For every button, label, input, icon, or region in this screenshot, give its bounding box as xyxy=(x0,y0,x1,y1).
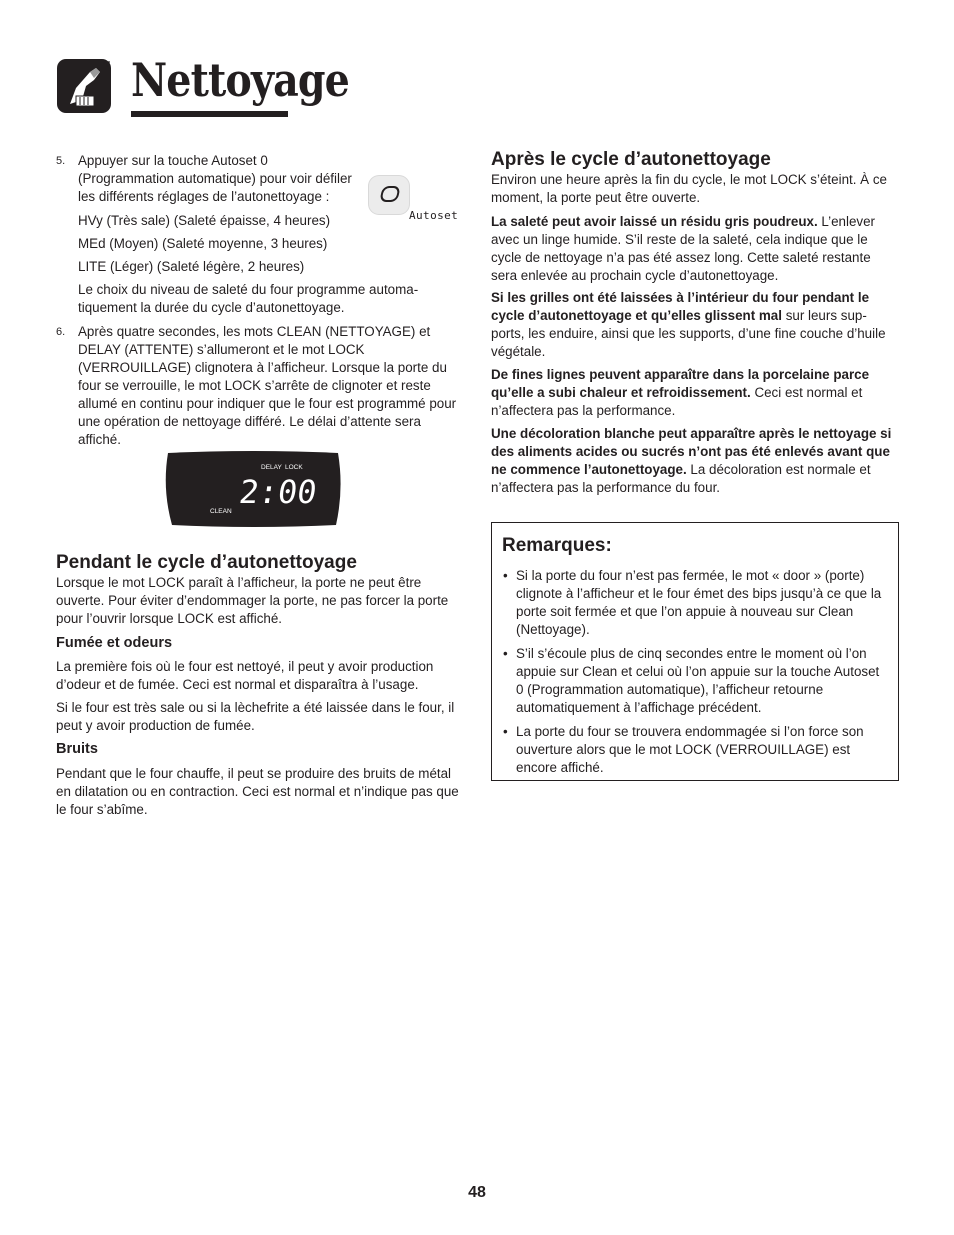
option-medium: MEd (Moyen) (Saleté moyenne, 3 heures) xyxy=(78,236,328,251)
subheading-smoke: Fumée et odeurs xyxy=(56,635,173,651)
section-heading-during: Pendant le cycle d’autonettoyage xyxy=(56,552,357,573)
bullet-icon: • xyxy=(503,646,508,661)
display-clean-indicator: CLEAN xyxy=(210,508,232,515)
cleaning-spray-icon xyxy=(56,58,112,114)
note-item xyxy=(501,567,886,639)
page-number: 48 xyxy=(468,1184,486,1201)
after-item-bold: La saleté peut avoir laissé un résidu gris poudreux. xyxy=(491,214,818,229)
note-item xyxy=(501,723,886,777)
after-item-text: L’enlever avec un linge humide. S’il reste de la saleté, cela indique que le cycle de nettoyage n’a pas été assez long. Cette saleté restante sera enlevée au prochain cycle d’autonettoyage. xyxy=(491,214,876,283)
bullet-icon: • xyxy=(503,568,508,583)
after-item-text: sur leurs sup-ports, les enduire, ainsi que les supports, d’une fine couche d’huile végétale. xyxy=(491,308,886,359)
after-item-text: Ceci est normal et n’affectera pas la performance. xyxy=(491,385,863,418)
display-time: 2:00 xyxy=(236,473,320,511)
after-item-bold: Une décoloration blanche peut apparaître après le nettoyage si des aliments acides ou sucrés n’ont pas été enlevés avant que ne commence l’autonettoyage. xyxy=(491,426,892,477)
step-number: 5. xyxy=(56,155,66,167)
smoke-paragraph-1: La première fois où le four est nettoyé, il peut y avoir production d’odeur et de fumée. Ceci est normal et disparaîtra à l’usage. xyxy=(56,659,434,692)
display-lock-indicator: LOCK xyxy=(285,464,303,471)
page-title: Nettoyage xyxy=(131,53,349,107)
step-note: Le choix du niveau de saleté du four programme automa-tiquement la durée du cycle d’autonettoyage. xyxy=(78,282,419,315)
option-heavy: HVy (Très sale) (Saleté épaisse, 4 heures) xyxy=(78,213,331,228)
after-item-text: La décoloration est normale et n’affectera pas la performance du four. xyxy=(491,462,871,495)
autoset-label: Autoset xyxy=(409,209,459,222)
section-heading-after: Après le cycle d’autonettoyage xyxy=(491,149,771,170)
title-underline xyxy=(131,111,288,117)
step-number: 6. xyxy=(56,326,66,338)
right-column xyxy=(491,149,899,497)
oven-display xyxy=(164,451,342,527)
after-intro: Environ une heure après la fin du cycle, le mot LOCK s’éteint. À ce moment, la porte peut être ouverte. xyxy=(491,172,887,205)
step-text: Après quatre secondes, les mots CLEAN (NETTOYAGE) et DELAY (ATTENTE) s’allumeront et le mot LOCK (VERROUILLAGE) clignotera à l’afficheur. Lorsque la porte du four se verrouille, le mot LOCK s’arrête de clignoter et reste allumé en continu pour indiquer que le four est programmé pour une opération de nettoyage différé. Le délai d’attente sera affiché. xyxy=(78,324,457,447)
step-list xyxy=(56,152,461,449)
step-5 xyxy=(56,152,461,317)
after-item-residue xyxy=(491,213,899,285)
during-intro: Lorsque le mot LOCK paraît à l’afficheur, la porte ne peut être ouverte. Pour éviter d’endommager la porte, ne pas forcer la porte pour l’ouvrir lorsque LOCK est affiché. xyxy=(56,575,449,626)
note-text: La porte du four se trouvera endommagée si l’on force son ouverture alors que le mot LOCK (VERROUILLAGE) est encore affiché. xyxy=(516,724,864,775)
noise-paragraph: Pendant que le four chauffe, il peut se produire des bruits de métal en dilatation ou en contraction. Ceci est normal et n’indique pas que le four s’abîme. xyxy=(56,766,459,817)
note-text: S’il s’écoule plus de cinq secondes entre le moment où l’on appuie sur Clean et celui où l’on appuie sur la touche Autoset 0 (Programmation automatique), l’afficheur retourne automatiquement à l’affichage précédent. xyxy=(516,646,880,715)
after-item-discoloration xyxy=(491,425,899,497)
bullet-icon: • xyxy=(503,724,508,739)
during-cycle-section xyxy=(56,552,461,819)
subheading-noise: Bruits xyxy=(56,741,98,757)
after-item-bold: De fines lignes peuvent apparaître dans la porcelaine parce qu’elle a subi chaleur et refroidissement. xyxy=(491,367,870,400)
after-item-bold: Si les grilles ont été laissées à l’intérieur du four pendant le cycle d’autonettoyage et qu’elles glissent mal xyxy=(491,290,870,323)
option-light: LITE (Léger) (Saleté légère, 2 heures) xyxy=(78,259,305,274)
step-6 xyxy=(56,323,461,449)
after-item-lines xyxy=(491,366,899,420)
step-text: Appuyer sur la touche Autoset 0 (Programmation automatique) pour voir défiler les différents réglages de l’autonettoyage : xyxy=(78,153,352,204)
note-item xyxy=(501,645,886,717)
after-item-racks xyxy=(491,289,899,361)
note-text: Si la porte du four n’est pas fermée, le mot « door » (porte) clignote à l’afficheur et le four émet des bips jusqu’à ce que la porte soit fermée et que l’on appuie à nouveau sur Clean (Nettoyage). xyxy=(516,568,882,637)
notes-box xyxy=(491,522,899,781)
notes-title: Remarques: xyxy=(502,535,612,556)
notes-list xyxy=(501,567,886,783)
display-delay-indicator: DELAY xyxy=(261,464,282,471)
smoke-paragraph-2: Si le four est très sale ou si la lèchefrite a été laissée dans le four, il peut y avoir production de fumée. xyxy=(56,700,455,733)
